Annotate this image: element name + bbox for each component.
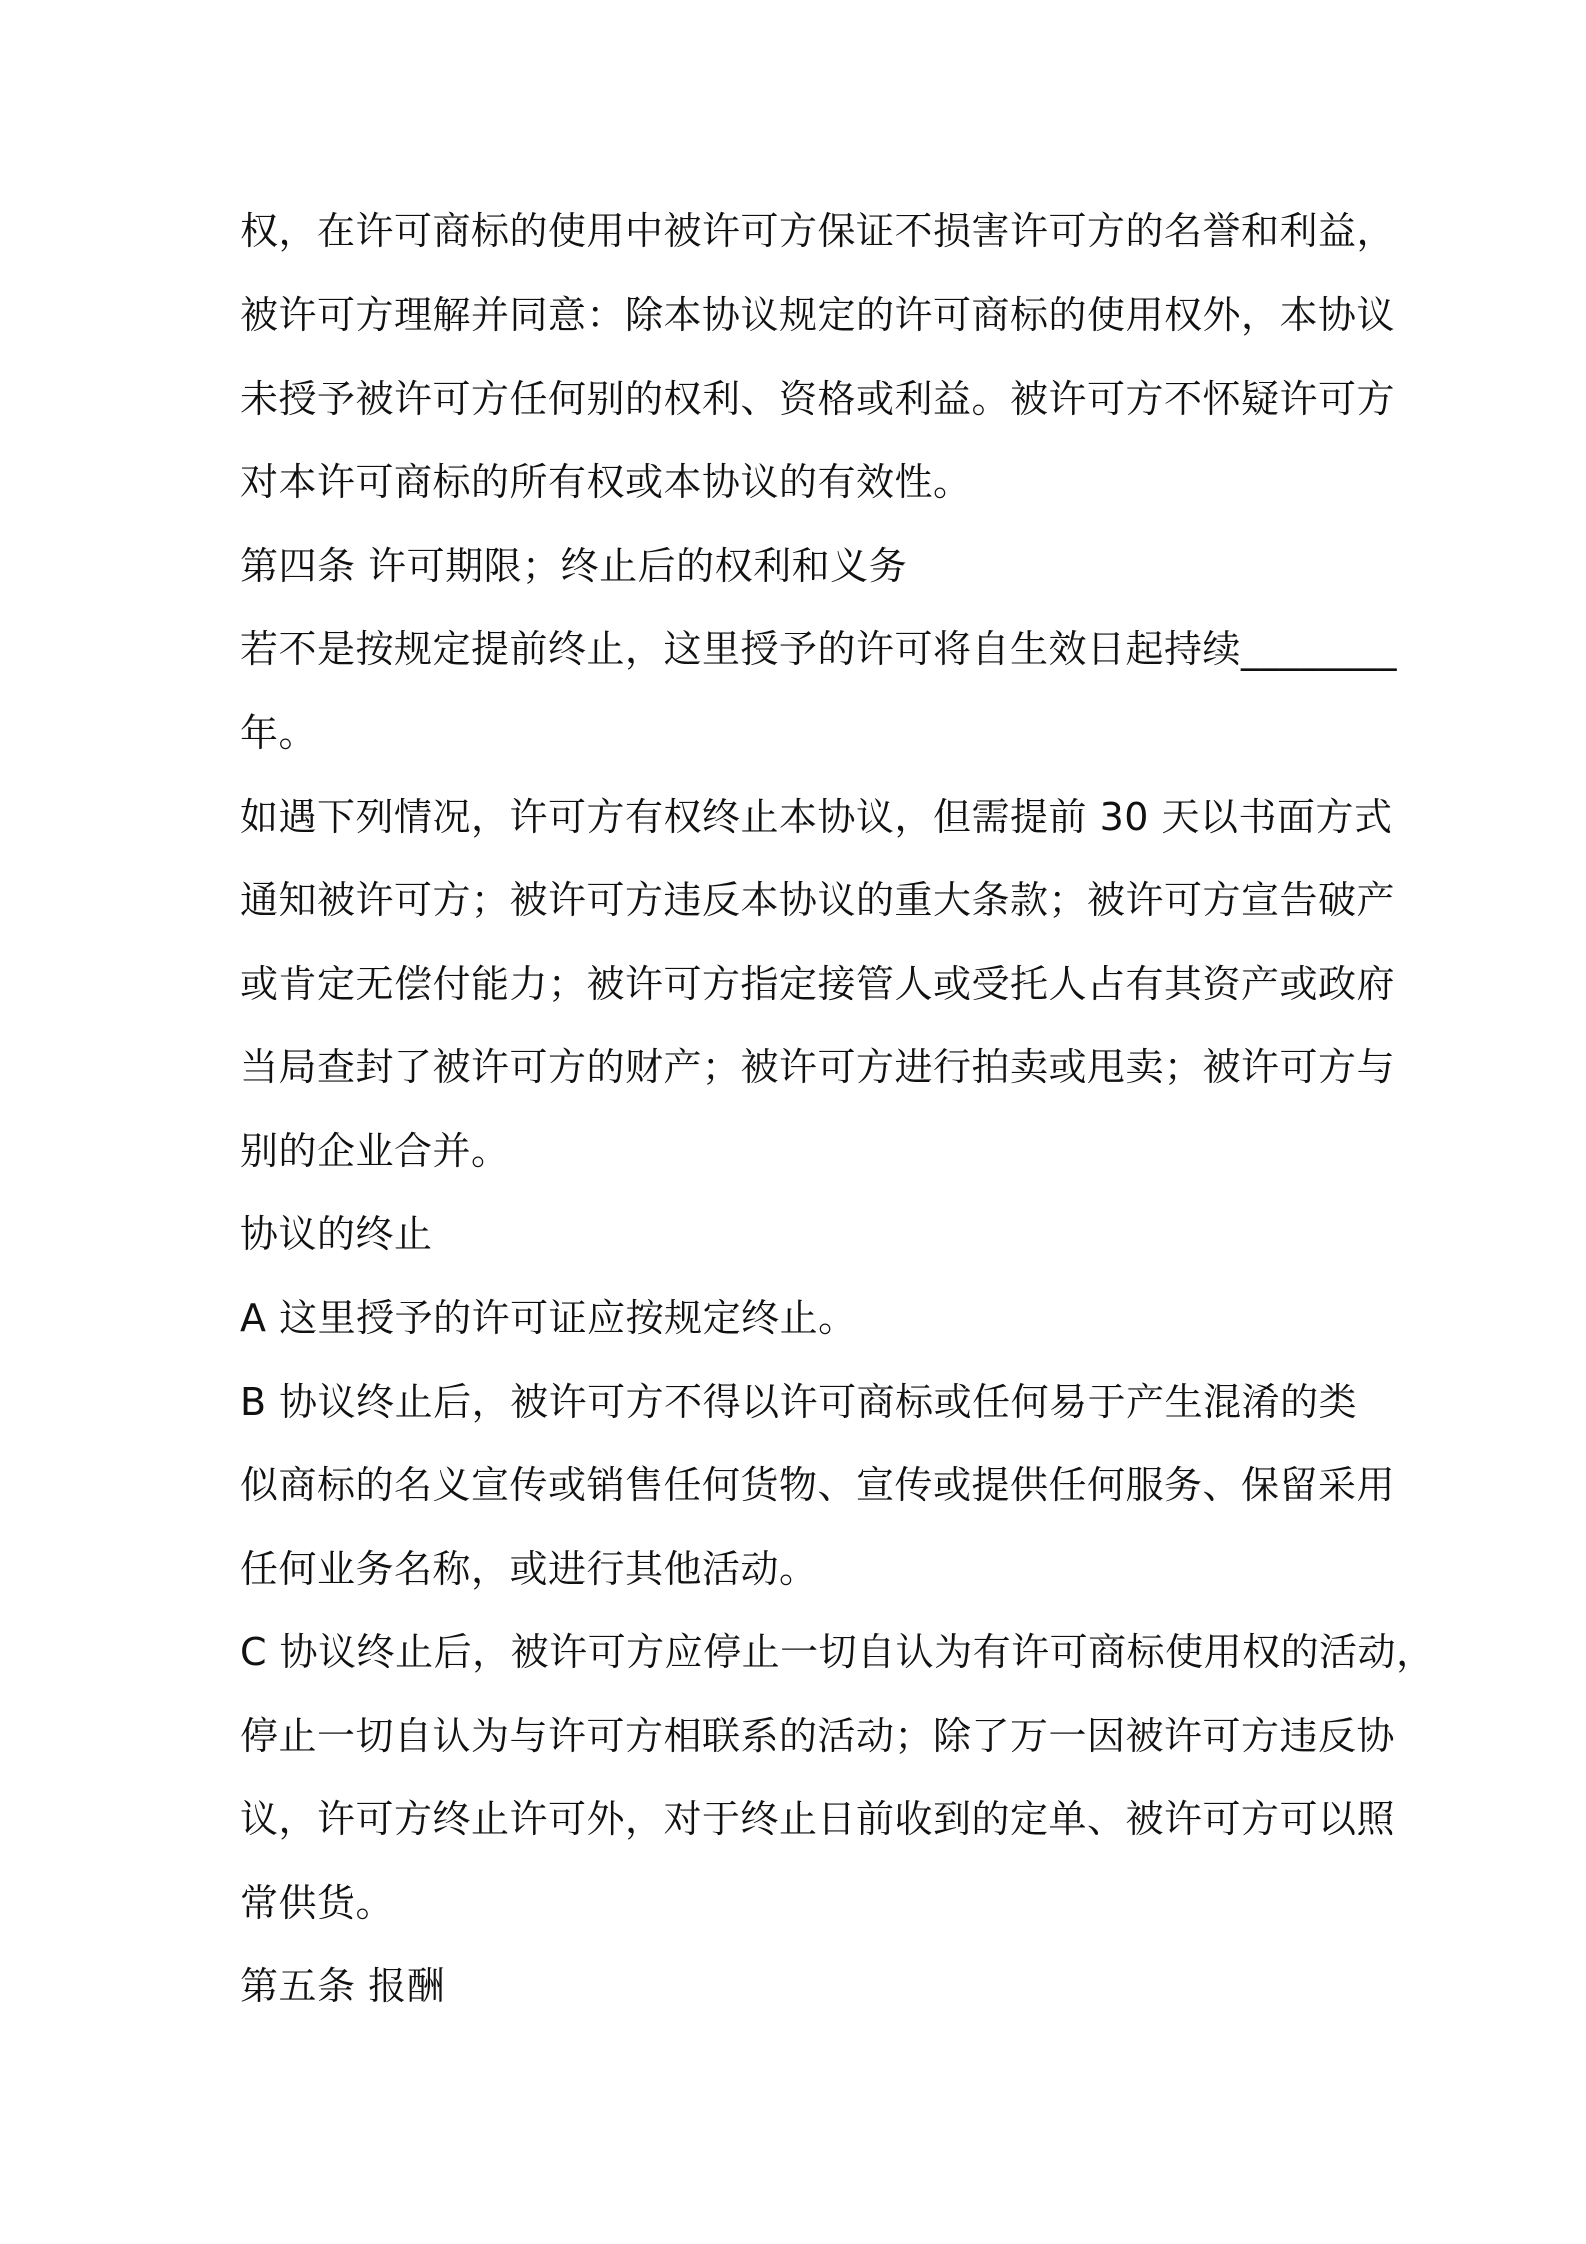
paragraph-line: 似商标的名义宣传或销售任何货物、宣传或提供任何服务、保留采用 bbox=[240, 1463, 1396, 1507]
paragraph-line: 年。 bbox=[240, 711, 318, 755]
paragraph-line: 别的企业合并。 bbox=[240, 1129, 510, 1173]
paragraph-line: A 这里授予的许可证应按规定终止。 bbox=[240, 1296, 857, 1340]
paragraph-line: C 协议终止后，被许可方应停止一切自认为有许可商标使用权的活动， bbox=[240, 1630, 1435, 1674]
paragraph-line: B 协议终止后，被许可方不得以许可商标或任何易于产生混淆的类 bbox=[240, 1380, 1358, 1424]
subsection-heading: 协议的终止 bbox=[240, 1212, 433, 1256]
section-heading: 第五条 报酬 bbox=[240, 1964, 446, 2008]
paragraph-line: 或肯定无偿付能力；被许可方指定接管人或受托人占有其资产或政府 bbox=[240, 962, 1396, 1006]
paragraph-line: 被许可方理解并同意：除本协议规定的许可商标的使用权外，本协议 bbox=[240, 293, 1396, 337]
paragraph-line: 权，在许可商标的使用中被许可方保证不损害许可方的名誉和利益， bbox=[240, 209, 1396, 253]
paragraph-line: 停止一切自认为与许可方相联系的活动；除了万一因被许可方违反协 bbox=[240, 1714, 1396, 1758]
paragraph-line: 常供货。 bbox=[240, 1881, 395, 1925]
paragraph-line: 议，许可方终止许可外，对于终止日前收到的定单、被许可方可以照 bbox=[240, 1797, 1396, 1841]
paragraph-line: 若不是按规定提前终止，这里授予的许可将自生效日起持续________ bbox=[240, 627, 1398, 671]
paragraph-line: 当局查封了被许可方的财产；被许可方进行拍卖或甩卖；被许可方与 bbox=[240, 1045, 1396, 1089]
paragraph-line: 如遇下列情况，许可方有权终止本协议，但需提前 30 天以书面方式 bbox=[240, 795, 1393, 839]
paragraph-line: 通知被许可方；被许可方违反本协议的重大条款；被许可方宣告破产 bbox=[240, 878, 1396, 922]
paragraph-line: 对本许可商标的所有权或本协议的有效性。 bbox=[240, 460, 972, 504]
paragraph-line: 任何业务名称，或进行其他活动。 bbox=[240, 1547, 818, 1591]
section-heading: 第四条 许可期限；终止后的权利和义务 bbox=[240, 544, 908, 588]
paragraph-line: 未授予被许可方任何别的权利、资格或利益。被许可方不怀疑许可方 bbox=[240, 377, 1396, 421]
